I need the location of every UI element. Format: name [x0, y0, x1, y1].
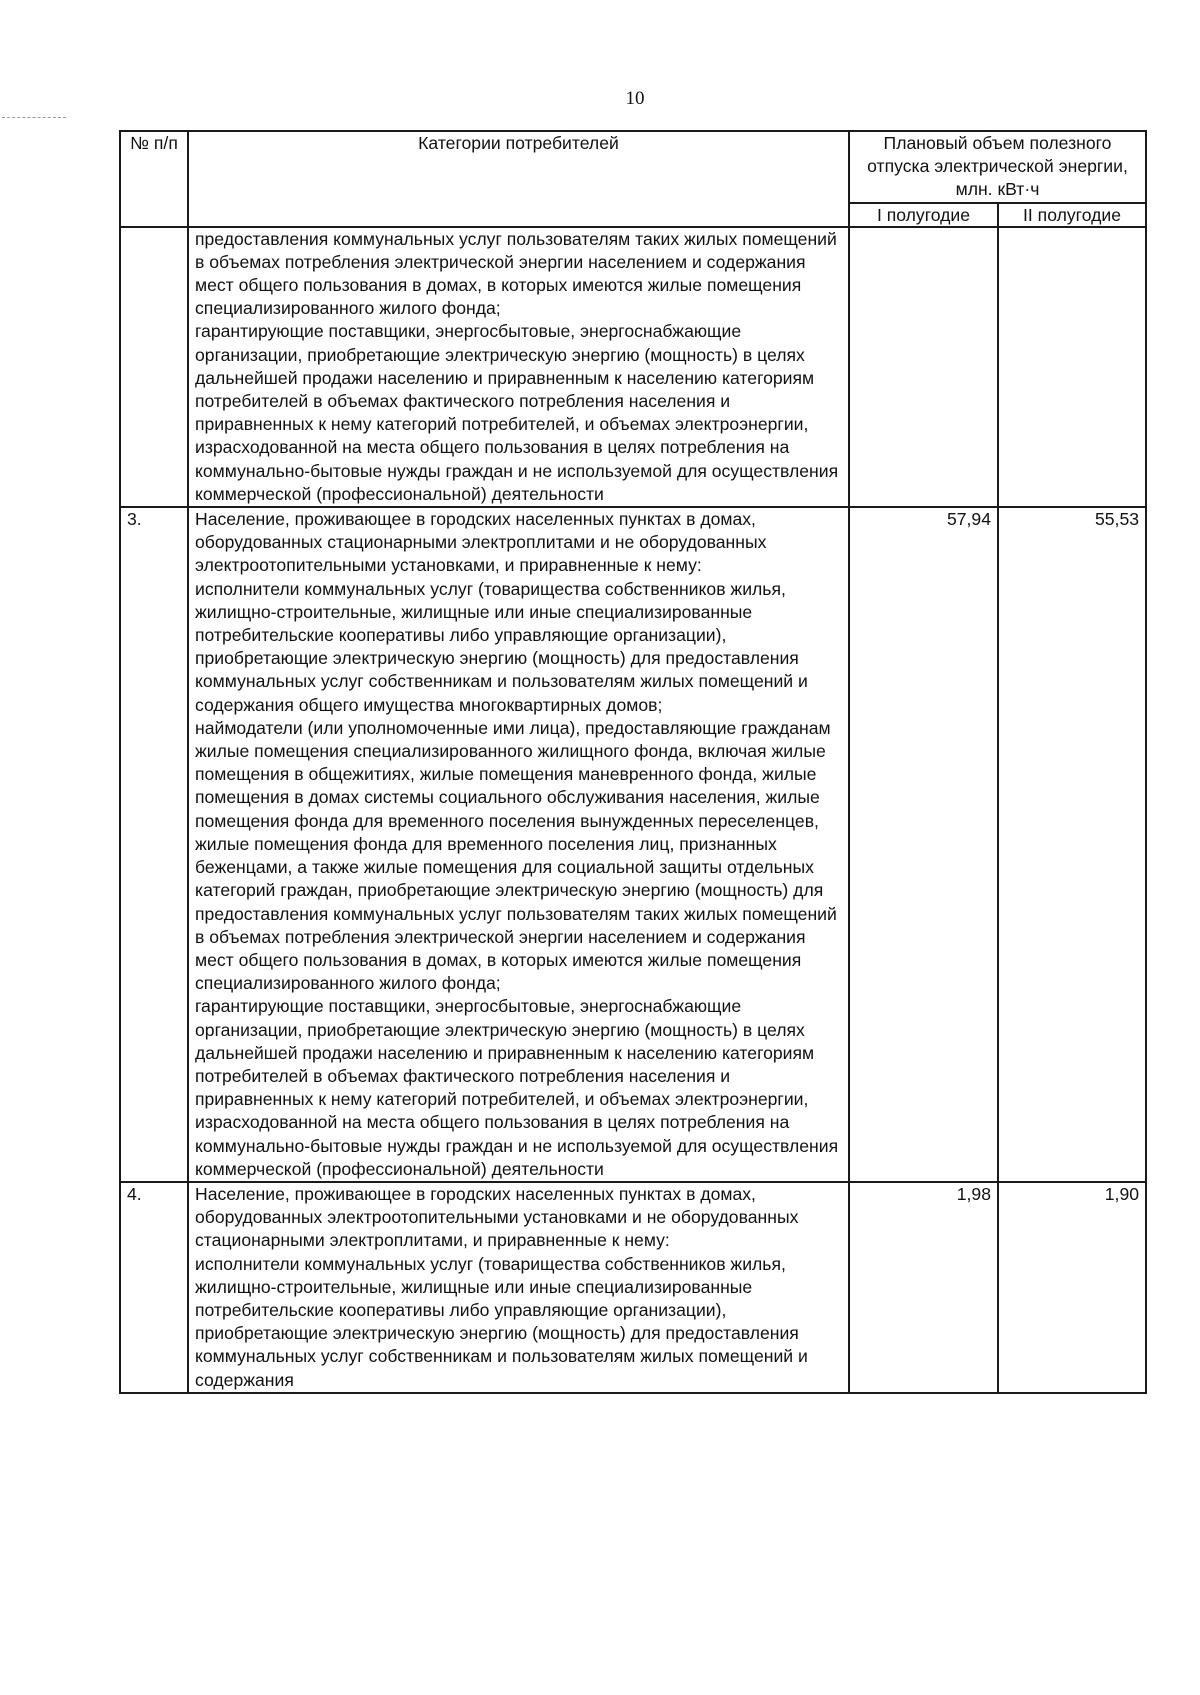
- row-half2-value: 55,53: [998, 507, 1146, 1182]
- header-category: Категории потребителей: [188, 131, 849, 227]
- row-number: [120, 227, 188, 507]
- row-number: 4.: [120, 1182, 188, 1393]
- scan-artifact-mark: [2, 117, 66, 118]
- row-number: 3.: [120, 507, 188, 1182]
- category-paragraph: предоставления коммунальных услуг пользователям таких жилых помещений в объемах потребления электрической энергии населением и содержания мест общего пользования в домах, в которых имеются жилые помещения специализированного жилого фонда;: [195, 228, 837, 319]
- header-row: [120, 131, 1146, 203]
- row-half1-value: 1,98: [849, 1182, 998, 1393]
- category-paragraph: исполнители коммунальных услуг (товарищества собственников жилья, жилищно-строительные, жилищные или иные специализированные потребительские кооперативы либо управляющие организации), приобретающие электрическую энергию (мощность) для предоставления коммунальных услуг собственникам и пользователям жилых помещений и содержания: [195, 1253, 808, 1390]
- table-row: [120, 507, 1146, 1182]
- row-category: [188, 227, 849, 507]
- table-body: [120, 131, 1146, 1393]
- row-half2-value: 1,90: [998, 1182, 1146, 1393]
- consumer-category-table: [119, 130, 1147, 1394]
- header-half1: I полугодие: [849, 203, 998, 227]
- row-half1-value: 57,94: [849, 507, 998, 1182]
- table-row: [120, 1182, 1146, 1393]
- category-paragraph: наймодатели (или уполномоченные ими лица), предоставляющие гражданам жилые помещения специализированного жилищного фонда, включая жилые помещения в общежитиях, жилые помещения маневренного фонда, жилые помещения в домах системы социального обслуживания населения, жилые помещения фонда для временного поселения вынужденных переселенцев, жилые помещения фонда для временного поселения лиц, признанных беженцами, а также жилые помещения для социальной защиты отдельных категорий граждан, приобретающие электрическую энергию (мощность) для предоставления коммунальных услуг пользователям таких жилых помещений в объемах потребления электрической энергии населением и содержания мест общего пользования в домах, в которых имеются жилые помещения специализированного жилого фонда;: [195, 717, 837, 994]
- header-volume: Плановый объем полезного отпуска электрической энергии, млн. кВт·ч: [849, 131, 1146, 203]
- header-number: № п/п: [120, 131, 188, 227]
- header-half2: II полугодие: [998, 203, 1146, 227]
- row-category: [188, 1182, 849, 1393]
- category-paragraph: исполнители коммунальных услуг (товарищества собственников жилья, жилищно-строительные, жилищные или иные специализированные потребительские кооперативы либо управляющие организации), приобретающие электрическую энергию (мощность) для предоставления коммунальных услуг собственникам и пользователям жилых помещений и содержания общего имущества многоквартирных домов;: [195, 578, 808, 715]
- category-paragraph: Население, проживающее в городских населенных пунктах в домах, оборудованных стационарными электроплитами и не оборудованных электроотопительными установками, и приравненные к нему:: [195, 509, 767, 576]
- row-half2-value: [998, 227, 1146, 507]
- table-row: [120, 227, 1146, 507]
- row-category: [188, 507, 849, 1182]
- row-half1-value: [849, 227, 998, 507]
- category-paragraph: Население, проживающее в городских населенных пунктах в домах, оборудованных электроотопительными установками и не оборудованных стационарными электроплитами, и приравненные к нему:: [195, 1183, 799, 1251]
- page-number: 10: [625, 88, 645, 109]
- category-paragraph: гарантирующие поставщики, энергосбытовые, энергоснабжающие организации, приобретающие электрическую энергию (мощность) в целях дальнейшей продажи населению и приравненным к населению категориям потребителей в объемах фактического потребления населения и приравненных к нему категорий потребителей, и объемах электроэнергии, израсходованной на места общего пользования в целях потребления на коммунально-бытовые нужды граждан и не используемой для осуществления коммерческой (профессиональной) деятельности: [195, 321, 839, 504]
- category-paragraph: гарантирующие поставщики, энергосбытовые, энергоснабжающие организации, приобретающие электрическую энергию (мощность) в целях дальнейшей продажи населению и приравненным к населению категориям потребителей в объемах фактического потребления населения и приравненных к нему категорий потребителей, и объемах электроэнергии, израсходованной на места общего пользования в целях потребления на коммунально-бытовые нужды граждан и не используемой для осуществления коммерческой (профессиональной) деятельности: [195, 996, 839, 1179]
